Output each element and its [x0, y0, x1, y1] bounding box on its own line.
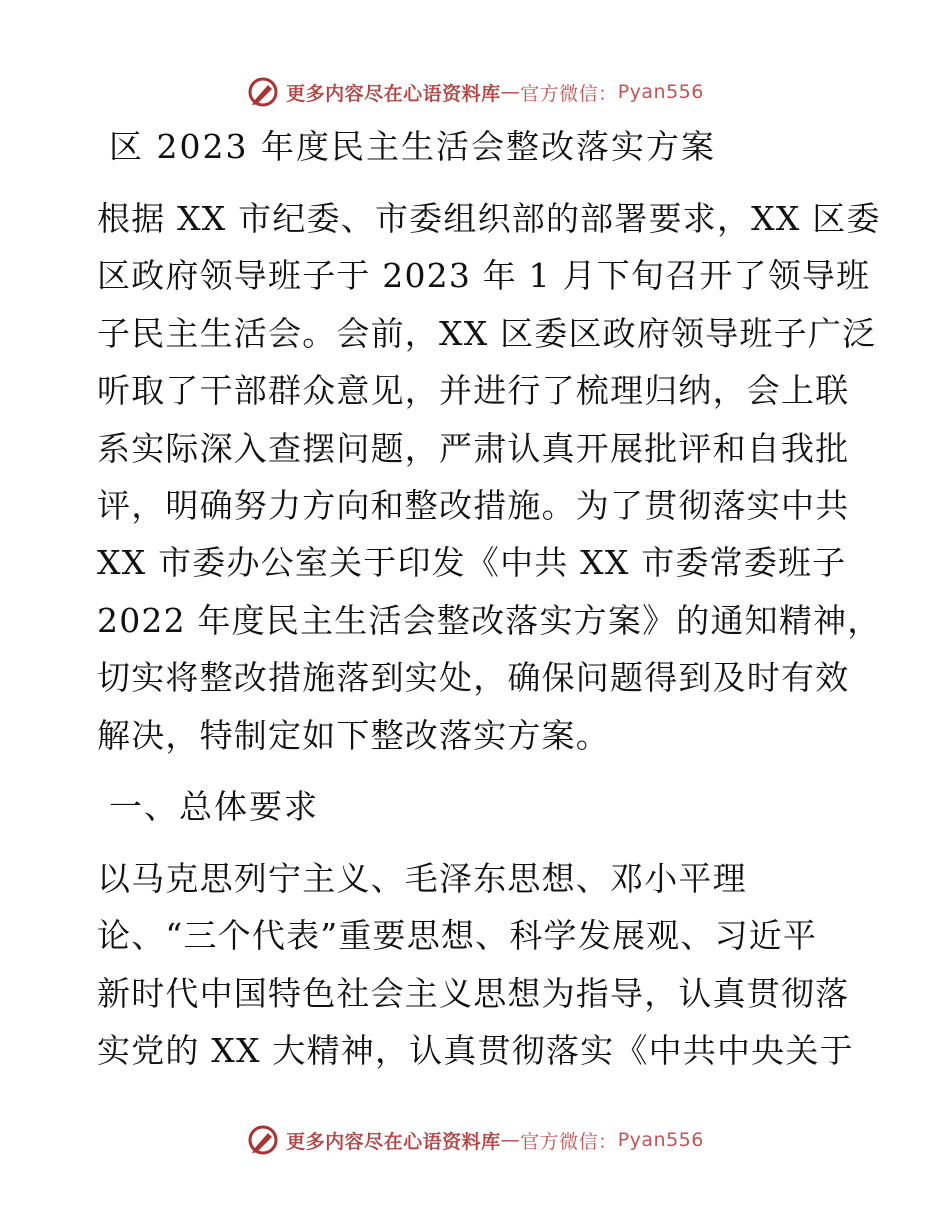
pen-logo-icon — [246, 1123, 280, 1157]
header-watermark-banner — [0, 72, 950, 112]
text-line: 以马克思列宁主义、毛泽东思想、邓小平理 — [97, 858, 747, 898]
text-line: 解决，特制定如下整改落实方案。 — [97, 715, 610, 755]
paragraph-intro — [97, 190, 882, 764]
text-line: XX 市委办公室关于印发《中共 XX 市委常委班子 — [97, 543, 847, 583]
banner-wechat-id: Pyan556 — [617, 1129, 704, 1151]
footer-watermark-banner — [0, 1120, 950, 1160]
text-line: 新时代中国特色社会主义思想为指导，认真贯彻落 — [97, 973, 850, 1013]
banner-separator: — — [500, 81, 521, 103]
text-line: 2022 年度民主生活会整改落实方案》的通知精神， — [97, 600, 882, 640]
paragraph-requirements — [97, 850, 857, 1080]
text-line: 听取了干部群众意见，并进行了梳理归纳，会上联 — [97, 371, 850, 411]
banner-text: 更多内容尽在心语资料库 — [286, 1130, 501, 1153]
banner-wechat-id: Pyan556 — [617, 81, 704, 103]
banner-wechat-label: 官方微信： — [520, 82, 618, 105]
banner-separator: — — [500, 1129, 521, 1151]
banner-text: 更多内容尽在心语资料库 — [286, 82, 501, 105]
text-line: 切实将整改措施落到实处，确保问题得到及时有效 — [97, 658, 850, 698]
document-body — [97, 118, 882, 1079]
document-title: 区 2023 年度民主生活会整改落实方案 — [109, 127, 716, 166]
banner-wechat-label: 官方微信： — [520, 1130, 618, 1153]
pen-logo-icon — [246, 75, 280, 109]
text-line: 论、“三个代表”重要思想、科学发展观、习近平 — [97, 916, 818, 956]
text-line: 根据 XX 市纪委、市委组织部的部署要求，XX 区委 — [97, 199, 881, 238]
text-line: 子民主生活会。会前，XX 区委区政府领导班子广泛 — [97, 313, 877, 353]
text-line: 区政府领导班子于 2023 年 1 月下旬召开了领导班 — [97, 256, 871, 296]
section-heading: 一、总体要求 — [109, 786, 319, 826]
text-line: 系实际深入查摆问题，严肃认真开展批评和自我批 — [97, 428, 850, 468]
text-line: 实党的 XX 大精神，认真贯彻落实《中共中央关于 — [97, 1031, 854, 1071]
text-line: 评，明确努力方向和整改措施。为了贯彻落实中共 — [97, 485, 850, 525]
